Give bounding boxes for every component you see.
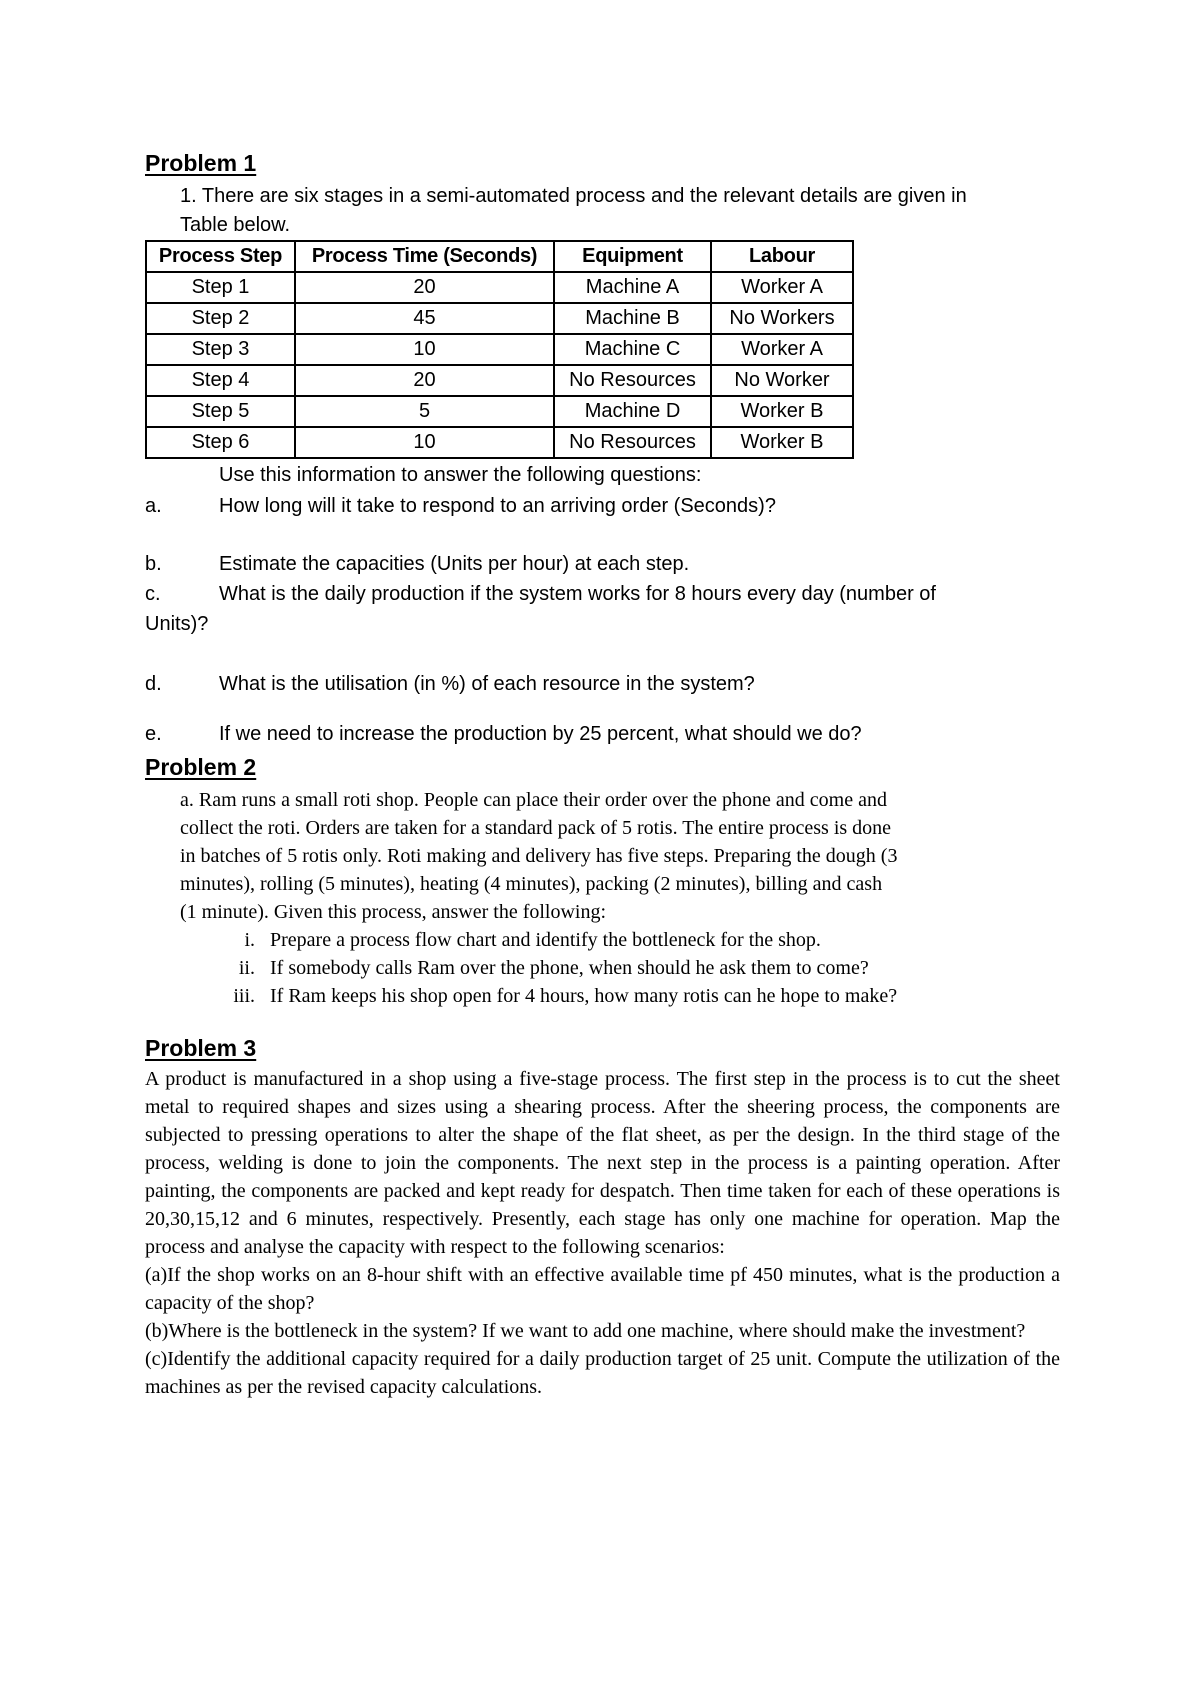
cell-step: Step 2 xyxy=(146,303,295,334)
question-c-continued: Units)? xyxy=(145,613,209,635)
problem2-line5: (1 minute). Given this process, answer the following: xyxy=(180,901,607,923)
list-item xyxy=(210,926,821,954)
header-labour: Labour xyxy=(711,241,853,272)
cell-labour: Worker A xyxy=(711,272,853,303)
question-label: b. xyxy=(145,553,162,575)
table-row xyxy=(146,303,853,334)
table-row xyxy=(146,396,853,427)
list-item xyxy=(210,982,897,1010)
problem3-scenario-b: (b)Where is the bottleneck in the system? If we want to add one machine, where should make the investment? xyxy=(145,1320,1026,1342)
problem2-line2: collect the roti. Orders are taken for a standard pack of 5 rotis. The entire process is done xyxy=(180,817,892,839)
problem2-line1: a. Ram runs a small roti shop. People can place their order over the phone and come and xyxy=(180,789,887,811)
cell-step: Step 4 xyxy=(146,365,295,396)
question-d xyxy=(145,670,755,699)
problem1-intro-line2: Table below. xyxy=(180,214,291,236)
cell-step: Step 6 xyxy=(146,427,295,458)
problem1-heading: Problem 1 xyxy=(145,150,257,176)
list-text: If somebody calls Ram over the phone, when should he ask them to come? xyxy=(270,957,869,979)
cell-equipment: No Resources xyxy=(554,365,711,396)
question-label: c. xyxy=(145,583,161,605)
question-a xyxy=(145,492,776,521)
question-text: What is the utilisation (in %) of each resource in the system? xyxy=(219,673,755,695)
question-label: a. xyxy=(145,495,162,517)
cell-equipment: No Resources xyxy=(554,427,711,458)
question-text: If we need to increase the production by 25 percent, what should we do? xyxy=(219,723,862,745)
question-b xyxy=(145,550,689,579)
cell-time: 20 xyxy=(295,272,554,303)
question-text: What is the daily production if the system works for 8 hours every day (number of xyxy=(219,583,936,605)
header-process-time: Process Time (Seconds) xyxy=(295,241,554,272)
list-number: i. xyxy=(244,929,255,951)
problem2-line3: in batches of 5 rotis only. Roti making and delivery has five steps. Preparing the dough (3 xyxy=(180,845,898,867)
cell-time: 20 xyxy=(295,365,554,396)
problem1-intro xyxy=(180,182,1060,240)
cell-equipment: Machine A xyxy=(554,272,711,303)
problem3-scenario-a: (a)If the shop works on an 8-hour shift with an effective available time pf 450 minutes, what is the production a capacity of the shop? xyxy=(145,1264,1060,1314)
question-e xyxy=(145,720,862,749)
use-info-text: Use this information to answer the following questions: xyxy=(219,464,702,486)
list-text: If Ram keeps his shop open for 4 hours, how many rotis can he hope to make? xyxy=(270,985,898,1007)
cell-labour: No Worker xyxy=(711,365,853,396)
cell-labour: No Workers xyxy=(711,303,853,334)
cell-step: Step 3 xyxy=(146,334,295,365)
list-item xyxy=(210,954,869,982)
list-text: Prepare a process flow chart and identify the bottleneck for the shop. xyxy=(270,929,821,951)
question-text: How long will it take to respond to an arriving order (Seconds)? xyxy=(219,495,776,517)
problem3-body xyxy=(145,1065,1060,1401)
cell-labour: Worker B xyxy=(711,396,853,427)
problem3-scenario-c: (c)Identify the additional capacity required for a daily production target of 25 unit. Compute the utilization of the machines as per the revised capacity calculations. xyxy=(145,1348,1060,1398)
cell-step: Step 5 xyxy=(146,396,295,427)
cell-time: 45 xyxy=(295,303,554,334)
question-c xyxy=(145,580,936,609)
problem3-paragraph: A product is manufactured in a shop using a five-stage process. The first step in the process is to cut the sheet metal to required shapes and sizes using a shearing process. After the sheering process, the components are subjected to pressing operations to alter the shape of the flat sheet, as per the design. In the third stage of the process, welding is done to join the components. The next step in the process is a painting operation. After painting, the components are packed and kept ready for despatch. Then time taken for each of these operations is 20,30,15,12 and 6 minutes, respectively. Presently, each stage has only one machine for operation. Map the process and analyse the capacity with respect to the following scenarios: xyxy=(145,1068,1060,1258)
table-row xyxy=(146,334,853,365)
cell-time: 10 xyxy=(295,427,554,458)
problem1-intro-line1: 1. There are six stages in a semi-automated process and the relevant details are given in xyxy=(180,185,967,207)
problem3-heading: Problem 3 xyxy=(145,1035,257,1061)
table-row xyxy=(146,365,853,396)
question-text: Estimate the capacities (Units per hour) at each step. xyxy=(219,553,690,575)
cell-equipment: Machine C xyxy=(554,334,711,365)
cell-labour: Worker B xyxy=(711,427,853,458)
question-label: d. xyxy=(145,673,162,695)
list-number: ii. xyxy=(238,957,255,979)
table-row xyxy=(146,272,853,303)
process-table xyxy=(145,240,854,459)
problem2-line4: minutes), rolling (5 minutes), heating (4 minutes), packing (2 minutes), billing and cash xyxy=(180,873,883,895)
cell-time: 5 xyxy=(295,396,554,427)
header-process-step: Process Step xyxy=(146,241,295,272)
table-header-row xyxy=(146,241,853,272)
cell-equipment: Machine B xyxy=(554,303,711,334)
question-label: e. xyxy=(145,723,162,745)
list-number: iii. xyxy=(233,985,255,1007)
table-row xyxy=(146,427,853,458)
problem2-heading: Problem 2 xyxy=(145,754,257,780)
cell-equipment: Machine D xyxy=(554,396,711,427)
cell-time: 10 xyxy=(295,334,554,365)
header-equipment: Equipment xyxy=(554,241,711,272)
cell-labour: Worker A xyxy=(711,334,853,365)
cell-step: Step 1 xyxy=(146,272,295,303)
